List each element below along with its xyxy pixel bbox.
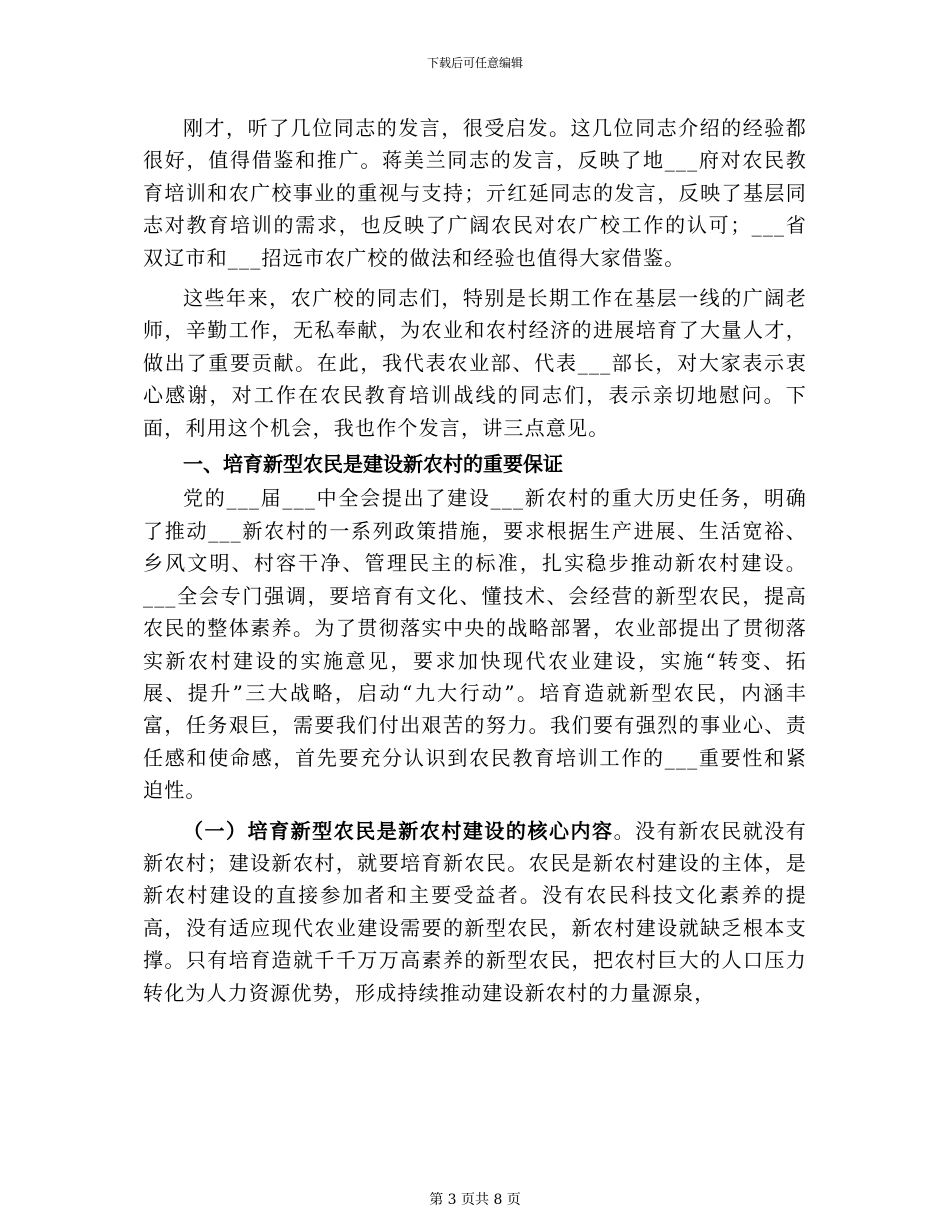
subheading-1: （一）培育新型农民是新农村建设的核心内容 [183, 818, 614, 843]
page-header: 下载后可任意编辑 [426, 56, 523, 70]
paragraph-4 [143, 815, 807, 1009]
paragraph-4-text: 。没有新农民就没有新农村；建设新农村，就要培育新农民。农民是新农村建设的主体，是新农村建设的直接参加者和主要受益者。没有农民科技文化素养的提高，没有适应现代农业建设需要的新型农民，新农村建设就缺乏根本支撑。只有培育造就千千万万高素养的新型农民，把农村巨大的人口压力转化为人力资源优势，形成持续推动建设新农村的力量源泉， [143, 818, 807, 1005]
paragraph-3: 党的___届___中全会提出了建设___新农村的重大历史任务，明确了推动___新农村的一系列政策措施，要求根据生产进展、生活宽裕、乡风文明、村容干净、管理民主的标准，扎实稳步推动新农村建设。___全会专门强调，要培育有文化、懂技术、会经营的新型农民，提高农民的整体素养。为了贯彻落实中央的战略部署，农业部提出了贯彻落实新农村建设的实施意见，要求加快现代农业建设，实施“转变、拓展、提升”三大战略，启动“九大行动”。培育造就新型农民，内涵丰富，任务艰巨，需要我们付出艰苦的努力。我们要有强烈的事业心、责任感和使命感，首先要充分认识到农民教育培训工作的___重要性和紧迫性。 [143, 486, 807, 803]
paragraph-1: 刚才，听了几位同志的发言，很受启发。这几位同志介绍的经验都很好，值得借鉴和推广。蒋美兰同志的发言，反映了地___府对农民教育培训和农广校事业的重视与支持；亓红延同志的发言，反映了基层同志对教育培训的需求，也反映了广阔农民对农广校工作的认可；___省双辽市和___招远市农广校的做法和经验也值得大家借鉴。 [143, 116, 807, 270]
page-number: 第 3 页共 8 页 [429, 1192, 521, 1208]
section-heading-1: 一、培育新型农民是建设新农村的重要保证 [183, 452, 563, 477]
paragraph-2: 这些年来，农广校的同志们，特别是长期工作在基层一线的广阔老师，辛勤工作，无私奉献，为农业和农村经济的进展培育了大量人才，做出了重要贡献。在此，我代表农业部、代表___部长，对大家表示衷心感谢，对工作在农民教育培训战线的同志们，表示亲切地慰问。下面，利用这个机会，我也作个发言，讲三点意见。 [143, 286, 807, 440]
document-body [143, 112, 807, 1009]
